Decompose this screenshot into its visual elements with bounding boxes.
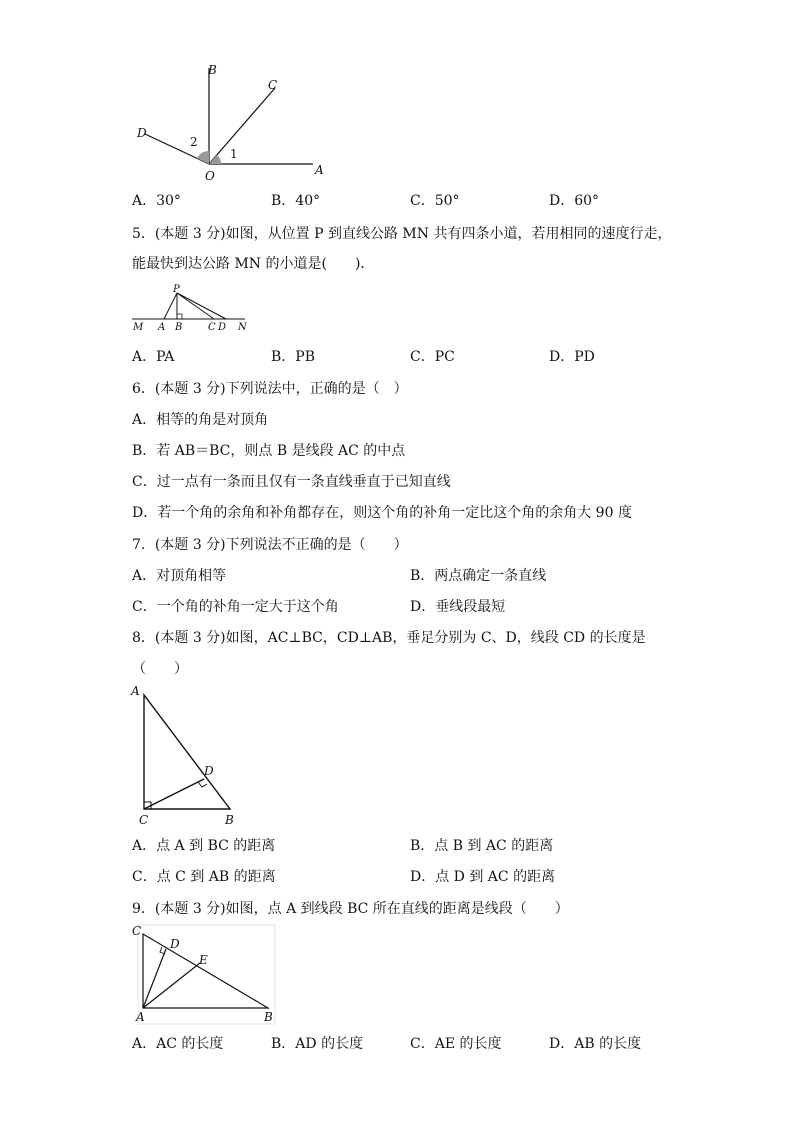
label-a: A xyxy=(158,322,166,333)
label-b: B xyxy=(208,63,217,77)
label-c: C xyxy=(139,813,149,827)
path-pc xyxy=(177,293,214,319)
q4-option-d: D．60° xyxy=(549,193,600,209)
label-a: A xyxy=(315,163,324,177)
label-angle-1: 1 xyxy=(230,147,238,161)
label-d: D xyxy=(218,322,227,333)
q5-paths-figure xyxy=(130,283,255,335)
label-o: O xyxy=(205,169,215,183)
q7-option-c: C．一个角的补角一定大于这个角 xyxy=(132,599,339,615)
q7-option-b: B．两点确定一条直线 xyxy=(410,568,547,584)
q6-option-b: B．若 AB＝BC，则点 B 是线段 AC 的中点 xyxy=(132,443,406,459)
q6-option-d: D．若一个角的余角和补角都存在，则这个角的补角一定比这个角的余角大 90 度 xyxy=(132,505,632,521)
q8-option-d: D．点 D 到 AC 的距离 xyxy=(410,869,556,885)
q9-stem: 9．(本题 3 分)如图，点 A 到线段 BC 所在直线的距离是线段（ ） xyxy=(132,901,569,917)
ray-oc xyxy=(209,88,275,164)
q9-triangle-figure xyxy=(128,922,283,1027)
angle-2-mark xyxy=(197,151,209,164)
label-d: D xyxy=(137,126,147,140)
q4-angle-figure xyxy=(125,60,345,185)
right-angle-d xyxy=(198,782,207,787)
q9-option-b: B．AD 的长度 xyxy=(271,1036,364,1052)
q5-stem-line1: 5．(本题 3 分)如图，从位置 P 到直线公路 MN 共有四条小道，若用相同的速度行走， xyxy=(132,226,672,242)
q5-stem-line2: 能最快到达公路 MN 的小道是( )． xyxy=(132,256,375,272)
q8-triangle-figure xyxy=(128,683,243,828)
label-c: C xyxy=(268,78,278,92)
label-m: M xyxy=(133,322,144,333)
q9-option-d: D．AB 的长度 xyxy=(549,1036,642,1052)
label-p: P xyxy=(173,284,180,295)
label-b: B xyxy=(264,1010,273,1024)
label-a: A xyxy=(136,1010,145,1024)
label-c: C xyxy=(132,924,142,938)
label-d: D xyxy=(204,764,214,778)
label-b: B xyxy=(225,813,234,827)
label-e: E xyxy=(199,953,208,967)
q8-option-b: B．点 B 到 AC 的距离 xyxy=(410,838,554,854)
figure-frame xyxy=(138,925,275,1024)
q7-stem: 7．(本题 3 分)下列说法不正确的是（ ） xyxy=(132,537,408,553)
q5-option-a: A．PA xyxy=(132,349,175,365)
label-angle-2: 2 xyxy=(190,135,198,149)
label-n: N xyxy=(238,322,247,333)
path-pd xyxy=(177,293,226,319)
q7-option-d: D．垂线段最短 xyxy=(410,599,506,615)
q8-stem-line2: （ ） xyxy=(132,661,188,677)
label-a: A xyxy=(131,684,140,698)
q9-option-a: A．AC 的长度 xyxy=(132,1036,224,1052)
q5-option-b: B．PB xyxy=(271,349,315,365)
label-d: D xyxy=(170,937,180,951)
label-b: B xyxy=(175,322,183,333)
q8-option-a: A．点 A 到 BC 的距离 xyxy=(132,838,276,854)
path-pa xyxy=(164,293,177,319)
right-angle-mark xyxy=(177,314,182,319)
q4-option-c: C．50° xyxy=(410,193,460,209)
q5-option-d: D．PD xyxy=(549,349,595,365)
q6-stem: 6．(本题 3 分)下列说法中，正确的是（ ） xyxy=(132,381,408,397)
segment-cd xyxy=(144,779,204,809)
q4-option-a: A．30° xyxy=(132,193,181,209)
triangle-acb xyxy=(144,695,230,809)
q9-option-c: C．AE 的长度 xyxy=(410,1036,502,1052)
q8-option-c: C．点 C 到 AB 的距离 xyxy=(132,869,276,885)
q7-option-a: A．对顶角相等 xyxy=(132,568,227,584)
triangle-cab xyxy=(143,934,268,1008)
q5-option-c: C．PC xyxy=(410,349,455,365)
q6-option-a: A．相等的角是对顶角 xyxy=(132,412,269,428)
label-c: C xyxy=(208,322,216,333)
q4-option-b: B．40° xyxy=(271,193,321,209)
q6-option-c: C．过一点有一条而且仅有一条直线垂直于已知直线 xyxy=(132,474,451,490)
q8-stem-line1: 8．(本题 3 分)如图，AC⊥BC，CD⊥AB，垂足分别为 C、D，线段 CD 的长度是 xyxy=(132,630,646,646)
